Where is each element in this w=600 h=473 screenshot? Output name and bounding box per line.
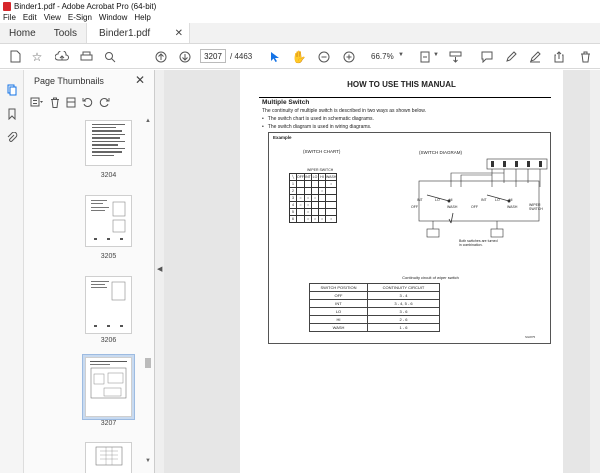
diagram-label-wash-left: WASH (447, 205, 458, 209)
continuity-caption: Continuity circuit of wiper switch (402, 275, 459, 280)
diagram-label-off-right: OFF (471, 205, 478, 209)
document-scrollbar[interactable] (590, 70, 600, 473)
thumbnail-page-selected[interactable] (85, 357, 132, 417)
continuity-cell: OFF (310, 292, 368, 300)
bookmarks-icon[interactable] (6, 108, 18, 120)
scroll-down-icon[interactable]: ▼ (145, 458, 151, 464)
continuity-cell: 2 - 6 (368, 316, 440, 324)
zoom-level[interactable]: 66.7% (371, 52, 394, 61)
menu-bar (0, 12, 600, 23)
hand-tool-icon[interactable]: ✋ (291, 49, 307, 64)
chart-row-label: 5 (290, 209, 297, 216)
continuity-header: SWITCH POSITION (310, 284, 368, 292)
chart-row-label: 6 (290, 216, 297, 223)
page-total: / 4463 (230, 52, 253, 61)
left-rail (0, 70, 24, 473)
continuity-cell: WASH (310, 324, 368, 332)
page-fit-dropdown-icon[interactable]: ▼ (433, 52, 439, 58)
diagram-label-int-left: INT (417, 198, 423, 202)
highlight-pen-icon[interactable] (504, 48, 518, 65)
bullet-item: • The switch diagram is used in wiring diagrams. (262, 124, 371, 130)
select-cursor-icon[interactable] (268, 48, 282, 65)
bullet-item: • The switch chart is used in schematic diagrams. (262, 116, 374, 122)
chart-header: WASH (326, 175, 337, 179)
diagram-label-wash-right: WASH (507, 205, 518, 209)
switch-diagram-label: (SWITCH DIAGRAM) (419, 150, 462, 155)
document-view[interactable] (164, 70, 600, 473)
chart-header: LO (312, 175, 318, 179)
thumbnail-label: 3205 (100, 253, 117, 260)
menu-help[interactable]: Help (134, 13, 151, 22)
thumbnail-label: 3207 (100, 420, 117, 427)
menu-window[interactable]: Window (98, 13, 128, 22)
chart-header: INT (305, 175, 311, 179)
search-icon[interactable] (102, 48, 118, 65)
continuity-table (309, 283, 440, 332)
chart-header: OFF (297, 175, 304, 179)
chart-row-label: 3 (290, 195, 297, 202)
scroll-mode-icon[interactable] (448, 48, 462, 65)
rotate-clockwise-icon[interactable] (99, 97, 110, 108)
page-thumbnails-panel (24, 70, 155, 473)
chart-row-label: 1 (290, 181, 297, 188)
example-label: Example (273, 135, 292, 140)
diagram-label-int-right: INT (481, 198, 487, 202)
tab-home[interactable]: Home (9, 27, 36, 39)
attachments-icon[interactable] (6, 132, 18, 144)
bookmark-star-icon[interactable]: ☆ (31, 49, 43, 64)
window-title: Binder1.pdf - Adobe Acrobat Pro (64-bit) (14, 1, 157, 11)
print-icon[interactable] (78, 48, 94, 65)
continuity-cell: 3 - 4, 5 - 6 (368, 300, 440, 308)
scroll-up-icon[interactable]: ▲ (145, 118, 151, 124)
zoom-in-icon[interactable] (342, 48, 356, 65)
example-box (268, 132, 551, 344)
trash-icon[interactable] (50, 97, 60, 108)
title-rule (259, 97, 551, 98)
tab-document-label: Binder1.pdf (99, 27, 151, 39)
menu-view[interactable]: View (43, 13, 61, 22)
tab-document[interactable] (86, 23, 190, 43)
chart-row-label: 4 (290, 202, 297, 209)
continuity-cell: 3 - 4 (368, 292, 440, 300)
intro-text: The continuity of multiple switch is described in two ways as shown below. (262, 108, 426, 114)
continuity-cell: INT (310, 300, 368, 308)
menu-esign[interactable]: E-Sign (67, 13, 92, 22)
panel-splitter[interactable] (155, 70, 164, 473)
chart-corner: ╲ (290, 174, 297, 181)
continuity-cell: LO (310, 308, 368, 316)
thumbnail-page[interactable] (85, 195, 132, 247)
menu-file[interactable]: File (3, 13, 16, 22)
pdf-page (240, 70, 563, 473)
options-menu-icon[interactable] (30, 97, 44, 107)
thumbnails-header: Page Thumbnails (34, 76, 104, 86)
close-tab-icon[interactable]: ✕ (174, 27, 184, 39)
diagram-note: Both switches are turned in combination. (459, 239, 498, 247)
switch-chart-label: (SWITCH CHART) (303, 149, 341, 154)
tab-tools[interactable]: Tools (53, 27, 78, 39)
upload-cloud-icon[interactable] (54, 48, 70, 65)
continuity-cell: HI (310, 316, 368, 324)
rotate-counterclockwise-icon[interactable] (82, 97, 93, 108)
comment-icon[interactable] (480, 48, 494, 65)
delete-icon[interactable] (578, 48, 592, 65)
diagram-label-wiper-switch: WIPER SWITCH (529, 203, 543, 211)
diagram-label-off-left: OFF (411, 205, 418, 209)
menu-edit[interactable]: Edit (22, 13, 37, 22)
figure-code: SGI875 (525, 335, 536, 339)
tab-bar (0, 23, 600, 44)
sign-icon[interactable] (528, 48, 542, 65)
doc-title: HOW TO USE THIS MANUAL (347, 80, 456, 89)
scroll-thumb[interactable] (145, 358, 151, 368)
thumbnail-label: 3204 (100, 172, 117, 179)
wiper-switch-label: WIPER SWITCH (307, 168, 334, 172)
collapse-panel-icon[interactable]: ◀ (157, 266, 163, 273)
toolbar (0, 44, 600, 69)
switch-chart: ╲ OFF INT LO HI WASH 1 ○ 2 ○ 3 ○ ○ ○ 4 ○ ○ 5 ○ 6 ○ ○ ○ ○ (289, 173, 337, 223)
thumbnail-page[interactable] (85, 120, 132, 166)
continuity-cell: 1 - 6 (368, 324, 440, 332)
section-heading: Multiple Switch (262, 99, 310, 106)
insert-page-icon[interactable] (66, 97, 76, 108)
continuity-header: CONTINUITY CIRCUIT (368, 284, 440, 292)
diagram-label-lo-left: LO (435, 198, 440, 202)
thumbnail-page[interactable] (85, 442, 132, 473)
create-pdf-icon[interactable] (8, 48, 22, 65)
chart-row-label: 2 (290, 188, 297, 195)
thumbnail-scrollbar[interactable] (143, 118, 153, 468)
chart-header: HI (320, 175, 324, 179)
diagram-label-hi-left: HI (449, 198, 453, 202)
next-page-icon[interactable] (178, 48, 192, 65)
diagram-label-lo-right: LO (495, 198, 500, 202)
share-icon[interactable] (552, 48, 566, 65)
acrobat-icon (3, 2, 11, 11)
continuity-cell: 3 - 6 (368, 308, 440, 316)
thumbnail-toolbar (30, 95, 116, 109)
thumbnail-page[interactable] (85, 276, 132, 334)
zoom-out-icon[interactable] (317, 48, 331, 65)
page-fit-icon[interactable] (418, 48, 432, 65)
title-bar (0, 0, 600, 12)
thumbnail-label: 3206 (100, 337, 117, 344)
diagram-label-hi-right: HI (509, 198, 513, 202)
page-number-input[interactable]: 3207 (200, 49, 226, 63)
previous-page-icon[interactable] (154, 48, 168, 65)
page-thumbnails-icon[interactable] (6, 84, 18, 96)
zoom-dropdown-icon[interactable]: ▼ (398, 52, 404, 58)
close-panel-icon[interactable]: ✕ (135, 73, 146, 87)
